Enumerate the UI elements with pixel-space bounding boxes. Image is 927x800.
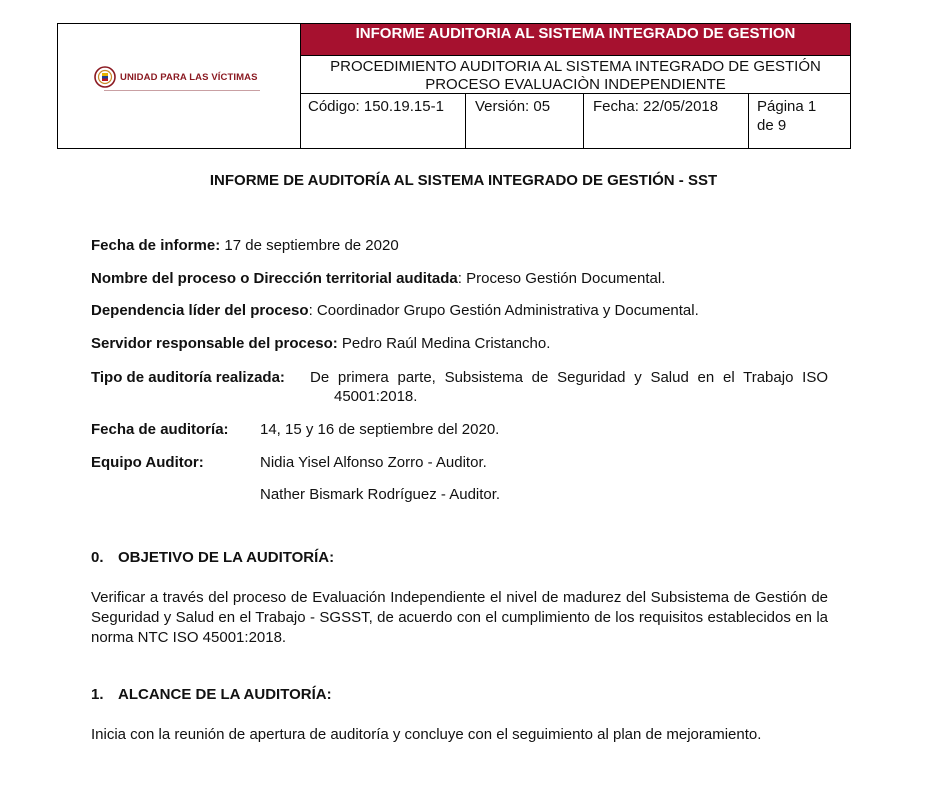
- coat-of-arms-icon: [94, 66, 116, 88]
- document-title: INFORME DE AUDITORÍA AL SISTEMA INTEGRADO DE GESTIÓN - SST: [209, 172, 718, 189]
- procedure-line-2: PROCESO EVALUACIÒN INDEPENDIENTE: [425, 76, 726, 93]
- equipo-auditor-label-row: [91, 453, 204, 472]
- version-cell: Versión: 05: [466, 94, 584, 148]
- nombre-proceso-value: : Proceso Gestión Documental.: [457, 270, 666, 287]
- tipo-auditoria-label-row: [91, 368, 285, 387]
- fecha-cell: Fecha: 22/05/2018: [584, 94, 749, 148]
- pagina-cell: Página 1 de 9: [757, 98, 817, 134]
- report-title-bar: INFORME AUDITORIA AL SISTEMA INTEGRADO DE GESTION: [301, 24, 850, 56]
- document-header-table: [57, 23, 851, 149]
- nombre-proceso-label: Nombre del proceso o Dirección territorial auditada: [91, 270, 458, 287]
- fecha-auditoria-label-row: [91, 420, 229, 439]
- dependencia-label: Dependencia líder del proceso: [91, 302, 309, 319]
- section-body-alcance: Inicia con la reunión de apertura de auditoría y concluye con el seguimiento al plan de mejoramiento.: [91, 726, 762, 743]
- fecha-informe-label: Fecha de informe:: [91, 237, 221, 254]
- servidor-value: Pedro Raúl Medina Cristancho.: [337, 335, 551, 352]
- procedure-line-1: PROCEDIMIENTO AUDITORIA AL SISTEMA INTEGRADO DE GESTIÓN: [330, 58, 821, 75]
- section-title: ALCANCE DE LA AUDITORÍA:: [118, 686, 332, 703]
- tipo-auditoria-value-line2: 45001:2018.: [334, 388, 418, 405]
- servidor-row: [91, 334, 550, 353]
- section-number: 0.: [91, 549, 104, 566]
- servidor-label: Servidor responsable del proceso:: [91, 335, 338, 352]
- logo-underline: [104, 90, 260, 91]
- section-title: OBJETIVO DE LA AUDITORÍA:: [118, 549, 335, 566]
- dependencia-row: [91, 301, 699, 320]
- section-body-objetivo: Verificar a través del proceso de Evaluación Independiente el nivel de madurez del Subsistema de Gestión de Seguridad y Salud en el Trabajo - SGSST, de acuerdo con el cumplimiento de los requisitos establecidos en la norma NTC ISO 45001:2018.: [91, 589, 828, 646]
- logo-cell: [58, 24, 301, 148]
- logo-text: UNIDAD PARA LAS VÍCTIMAS: [120, 71, 258, 83]
- tipo-auditoria-label: Tipo de auditoría realizada:: [91, 369, 285, 386]
- section-number: 1.: [91, 686, 104, 703]
- equipo-auditor-member-1: Nidia Yisel Alfonso Zorro - Auditor.: [260, 454, 487, 471]
- nombre-proceso-row: [91, 269, 665, 288]
- section-heading-objetivo: [91, 549, 334, 566]
- fecha-auditoria-value: 14, 15 y 16 de septiembre del 2020.: [260, 421, 500, 438]
- fecha-informe-row: [91, 236, 399, 255]
- equipo-auditor-member-2: Nather Bismark Rodríguez - Auditor.: [260, 486, 501, 503]
- fecha-auditoria-label: Fecha de auditoría:: [91, 421, 229, 438]
- fecha-informe-value: 17 de septiembre de 2020: [220, 237, 399, 254]
- codigo-cell: Código: 150.19.15-1: [301, 94, 466, 148]
- section-heading-alcance: [91, 686, 332, 703]
- meta-row: [301, 94, 850, 148]
- unidad-victimas-logo: [94, 66, 258, 88]
- equipo-auditor-label: Equipo Auditor:: [91, 454, 204, 471]
- procedure-cell: [301, 56, 850, 94]
- tipo-auditoria-value-line1: De primera parte, Subsistema de Seguridad y Salud en el Trabajo ISO: [310, 369, 828, 386]
- dependencia-value: : Coordinador Grupo Gestión Administrativa y Documental.: [308, 302, 699, 319]
